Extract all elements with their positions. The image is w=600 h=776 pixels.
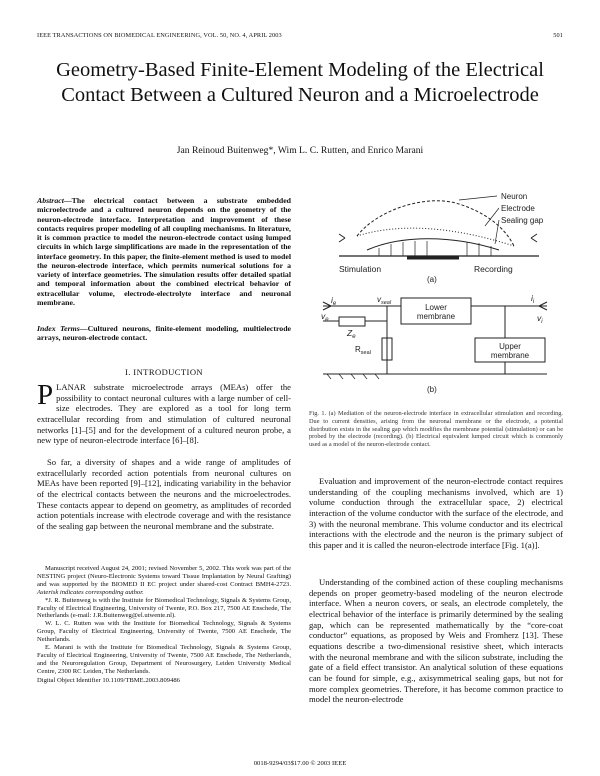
- intro-paragraph-2: So far, a diversity of shapes and a wide range of amplitudes of extracellularly recorded action potentials from neuronal cultures on MEAs have been reported [9]–[12], indicating variability in the behavior of the electrical contacts between the neurons and the microelectrodes. These contacts appear to depend on geometry, as amplitudes of recorded action potentials increase with electrode coverage and with the resistance of the sealing gap between the neuronal membrane and the substrate.: [37, 457, 291, 531]
- leader-sealing-gap: [495, 220, 499, 244]
- legend-sealing-gap: Sealing gap: [501, 216, 544, 225]
- neuron-inner-outline: [357, 228, 514, 246]
- footnote-doi: Digital Object Identifier 10.1109/TBME.2003.809486: [37, 676, 180, 684]
- index-terms: [37, 324, 291, 343]
- ground-hatch-icon: [327, 374, 379, 379]
- current-lines-right: [467, 242, 491, 256]
- footnote-received-text: Manuscript received August 24, 2001; revised November 5, 2002. This work was part of the NESTING project (Neuro-Electronic Systems toward Tissue Implantation by Neural Grafting) and was supported by the BIOMED II EC project under shared-cost Contract BMH4-2723.: [37, 565, 291, 588]
- label-b: (b): [427, 385, 437, 394]
- paper-title: Geometry-Based Finite-Element Modeling of the Electrical Contact Between a Cultured Neuron and a Microelectrode: [56, 59, 544, 106]
- label-recording: Recording: [474, 264, 513, 274]
- abstract-text: —The electrical contact between a substrate embedded microelectrode and a cultured neuron depends on the geometry of the neuron-electrode interface. Interpretation and improvement of these contacts requires proper modeling of all coupling mechanisms. In literature, it is common practice to model the neuron-electrode contact using lumped circuits in which large simplifications are made in the representation of the interface geometry. In this paper, the finite-element method is used to model the neuron-electrode interface, which permits numerical solutions for a variety of interface geometries. The simulation results offer detailed spatial and temporal information about the combined electrical behavior of extracellular volume, electrode-electrolyte interface and neuronal membrane.: [37, 196, 291, 307]
- leader-electrode: [485, 208, 499, 226]
- lower-membrane-line1: Lower: [425, 303, 447, 312]
- label-ii: $i_i$: [531, 293, 535, 305]
- label-ze: $Z_e$: [347, 328, 356, 340]
- legend-neuron: Neuron: [501, 192, 528, 201]
- legend-electrode: Electrode: [501, 204, 535, 213]
- upper-membrane-line2: membrane: [490, 351, 530, 360]
- footnote-received: [37, 565, 291, 597]
- copyright-footer: 0018-9294/03$17.00 © 2003 IEEE: [253, 760, 347, 767]
- index-terms-lead: Index Terms: [37, 324, 80, 333]
- label-vi: $v_i$: [537, 313, 543, 325]
- leader-neuron: [459, 196, 497, 200]
- drop-cap: P: [37, 379, 54, 411]
- impedance-ze-box: [339, 317, 365, 326]
- upper-membrane-line1: Upper: [499, 342, 521, 351]
- footnotes: [37, 565, 291, 685]
- label-a: (a): [427, 275, 437, 284]
- footnote-asterisk: Asterisk indicates corresponding author.: [37, 588, 144, 596]
- abstract-lead: Abstract: [37, 196, 64, 205]
- label-stimulation: Stimulation: [339, 264, 382, 274]
- page-number: 501: [553, 32, 563, 39]
- author-list: Jan Reinoud Buitenweg*, Wim L. C. Rutten, and Enrico Marani: [176, 145, 424, 156]
- footnote-author-2: W. L. C. Rutten was with the Institute for Biomedical Technology, Signals & Systems Group, Faculty of Electrical Engineering, University of Twente, 7500 AE Enschede, The Netherlands.: [37, 620, 291, 644]
- label-vseal: $v_{seal}$: [377, 295, 392, 306]
- figure-1: [309, 186, 565, 400]
- label-ve: $v_e$: [321, 311, 329, 323]
- intro-paragraph-1: [37, 379, 291, 446]
- running-header: IEEE TRANSACTIONS ON BIOMEDICAL ENGINEERING, VOL. 50, NO. 4, APRIL 2003: [37, 32, 282, 39]
- index-terms-text: —Cultured neurons, finite-element modeling, multielectrode arrays, neuron-electrode contact.: [37, 324, 291, 343]
- label-ie: $i_e$: [331, 295, 337, 307]
- right-paragraph-1: Evaluation and improvement of the neuron-electrode contact requires understanding of the coupling mechanisms involved, which are 1) volume conduction through the extracellular space, 2) electrical interaction of the volume conductor with the surface of the electrode, and 3) with the neuronal membrane. This volume conductor and its electrical interactions with the electrode and the neuron is the primary subject of this paper and it is called the neuron-electrode interface [Fig. 1(a)].: [309, 476, 563, 550]
- lower-membrane-line2: membrane: [416, 312, 456, 321]
- arrow-left-icon: [339, 234, 345, 242]
- footnote-author-3: E. Marani is with the Institute for Biomedical Technology, Signals & Systems Group, Faculty of Electrical Engineering, University of Twente, 7500 AE Enschede, The Netherlands, and the Neuroregulation Group, Department of Neurosurgery, Leiden University Medical Centre, 2300 RC Leiden, The Netherlands.: [37, 644, 291, 675]
- intro-paragraph-1-text: LANAR substrate microelectrode arrays (MEAs) offer the possibility to contact neuronal cultures with a large number of cell-size electrodes. They are explored as a tool for long term extracellular recording from and stimulation of cultured neuronal networks [1]–[5] and for the development of a cultured neuron probe, a new type of neuron-electrode interface [6]–[8].: [37, 382, 291, 446]
- label-rseal: $R_{seal}$: [355, 345, 371, 356]
- footnote-author-1: *J. R. Buitenweg is with the Institute for Biomedical Technology, Signals & Systems Group, Faculty of Electrical Engineering, University of Twente, P.O. Box 217, 7500 AE Enschede, The Netherlands (e-mail: J.R.Buitenweg@el.utwente.nl).: [37, 596, 291, 620]
- abstract: [37, 196, 291, 307]
- right-paragraph-2: Understanding of the combined action of these coupling mechanisms depends on proper geometry-based modeling of the neuron electrode interface. When a neuron covers, or seals, an electrode completely, the electrical behavior of the interface is primarily determined by the sealing gap, which can be represented mathematically by the “core-coat conductor” equations, as proposed by Weis and Fromherz [13]. These equations describe a two-dimensional resistive sheet, which interacts with the neuronal membrane and with the silicon substrate, including the gate of a field effect transistor. An analytical solution of these equations can be found for simple, e.g., axisymmetrical sealing gaps, but not for more complex geometries. Therefore, it has become common practice to model the neuron-electrode: [309, 577, 563, 705]
- arrow-right-icon: [531, 234, 537, 242]
- section-heading: I. INTRODUCTION: [124, 367, 204, 377]
- figure-1-caption: Fig. 1. (a) Mediation of the neuron-electrode interface in extracellular stimulation and recording. Due to current densities, arising from the neuronal membrane or the electrode, a potential distribution exists in the sealing gap which modifies the membrane potential (stimulation) or can be probed by the electrode (recording). (b) Electrical equivalent lumped circuit which is commonly used as a model of the neuron-electrode contact.: [309, 410, 563, 449]
